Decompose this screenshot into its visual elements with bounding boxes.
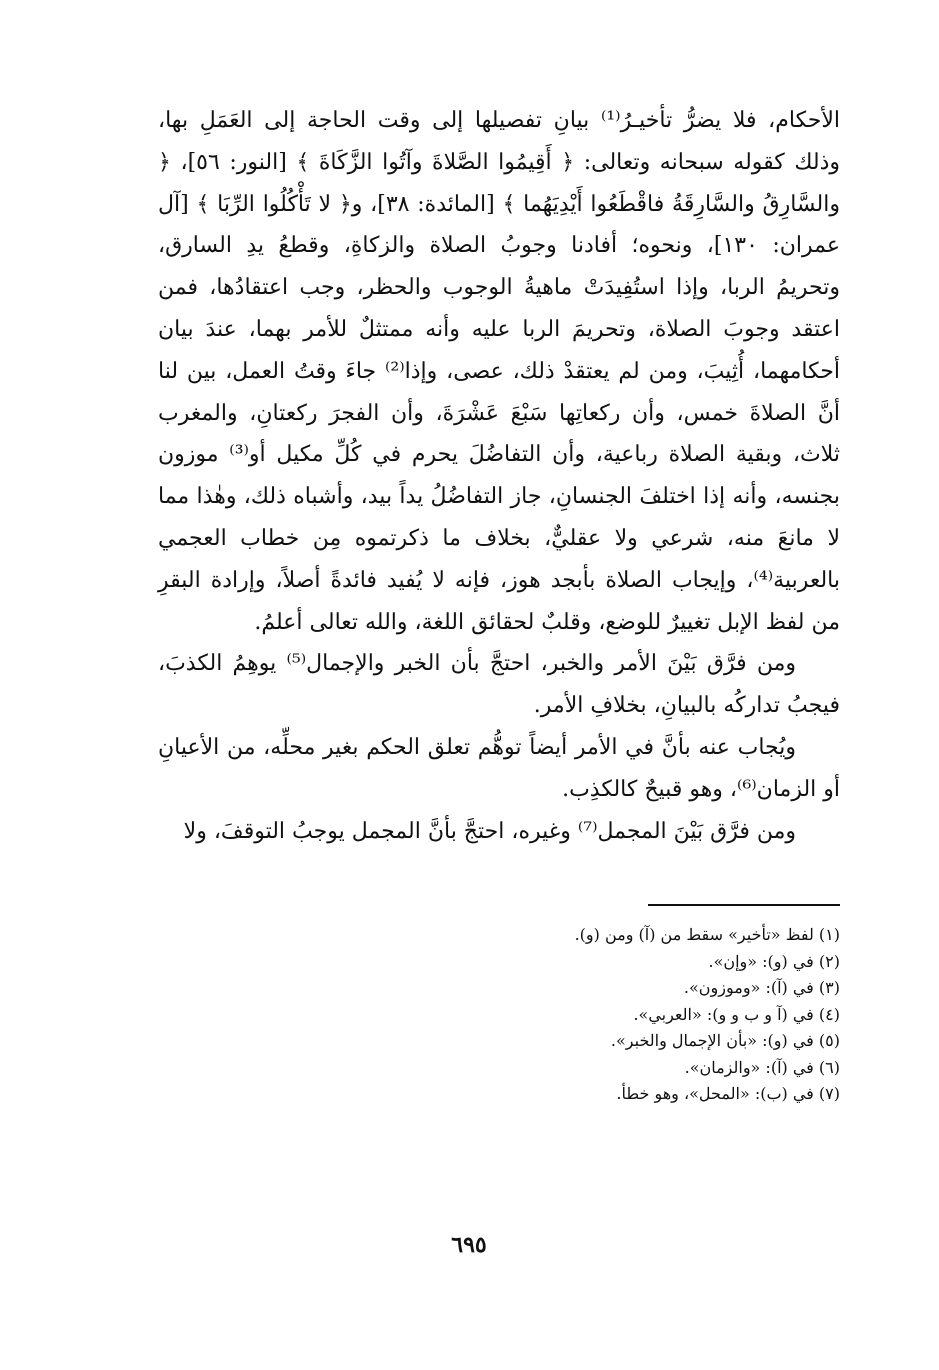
- footnote-6: (٦) في (آ): «والزمان».: [684, 1057, 840, 1077]
- footnote-1: (١) لفظ «تأخير» سقط من (آ) ومن (و).: [574, 925, 840, 944]
- footnote-4: (٤) في (آ و ب و و): «العربي».: [633, 1004, 840, 1024]
- main-text: [158, 100, 840, 852]
- footnote-5: (٥) في (و): «بأن الإجمال والخبر».: [610, 1031, 840, 1050]
- footnotes: [400, 922, 840, 1108]
- footnote-separator: [648, 904, 840, 906]
- paragraph-4: ومن فرَّق بَيْنَ المجمل⁽⁷⁾ وغيره، احتجَّ بأنَّ المجمل يوجبُ التوقفَ، ولا: [183, 818, 796, 844]
- footnote-7: (٧) في (ب): «المحل»، وهو خطأ.: [616, 1084, 840, 1103]
- page-number: ٦٩٥: [451, 1232, 487, 1258]
- paragraph-1: الأحكام، فلا يضرُّ تأخيـرُ⁽¹⁾ بيانِ تفصيلها إلى وقت الحاجة إلى العَمَلِ بها، وذلك كقوله سبحانه وتعالى: ﴿ أَقِيمُوا الصَّلاةَ وآتُوا الزَّكَاةَ ﴾ [النور: ٥٦]، ﴿ والسَّارِقُ والسَّارِقَةُ فاقْطَعُوا أَيْدِيَهُما ﴾ [المائدة: ٣٨]، و﴿ لا تَأْكُلُوا الرِّبَا ﴾ [آل عمران: ١٣٠]، ونحوه؛ أفادنا وجوبُ الصلاة والزكاةِ، وقطعُ يدِ السارق، وتحريمُ الربا، وإذا استُفِيدَتْ ماهيةُ الوجوب والحظر، وجب اعتقادُها، فمن اعتقد وجوبَ الصلاة، وتحريمَ الربا عليه وأنه ممتثلٌ للأمر بهما، عندَ بيان أحكامهما، أُثِيبَ، ومن لم يعتقدْ ذلك، عصى، وإذا⁽²⁾ جاءَ وقتُ العمل، بين لنا أنَّ الصلاةَ خمس، وأن ركعاتِها سَبْعَ عَشْرَةَ، وأن الفجرَ ركعتانِ، والمغرب ثلاث، وبقية الصلاة رباعية، وأن التفاضُلَ يحرم في كُلِّ مكيل أو⁽³⁾ موزون بجنسه، وأنه إذا اختلفَ الجنسانِ، جاز التفاضُلُ يداً بيد، وأشباه ذلك، وهٰذا مما لا مانعَ منه، شرعي ولا عقليٌّ، بخلاف ما ذكرتموه مِن خطاب العجمي بالعربية⁽⁴⁾، وإيجاب الصلاة بأبجد هوز، فإنه لا يُفيد فائدةً أصلاً، وإرادة البقرِ من لفظ الإبل تغييرٌ للوضع، وقلبٌ لحقائق اللغة، والله تعالى أعلمُ.: [158, 108, 840, 635]
- paragraph-2: ومن فرَّق بَيْنَ الأمر والخبر، احتجَّ بأن الخبر والإجمال⁽⁵⁾ يوهِمُ الكذبَ، فيجبُ تداركُه بالبيانِ، بخلافِ الأمر.: [158, 651, 840, 719]
- footnote-3: (٣) في (آ): «وموزون».: [683, 978, 840, 997]
- footnote-2: (٢) في (و): «وإن».: [708, 951, 840, 971]
- paragraph-3: ويُجاب عنه بأنَّ في الأمر أيضاً توهُّم تعلق الحكم بغير محلِّه، من الأعيانِ أو الزمان⁽⁶⁾، وهو قبيحٌ كالكذِب.: [158, 734, 840, 802]
